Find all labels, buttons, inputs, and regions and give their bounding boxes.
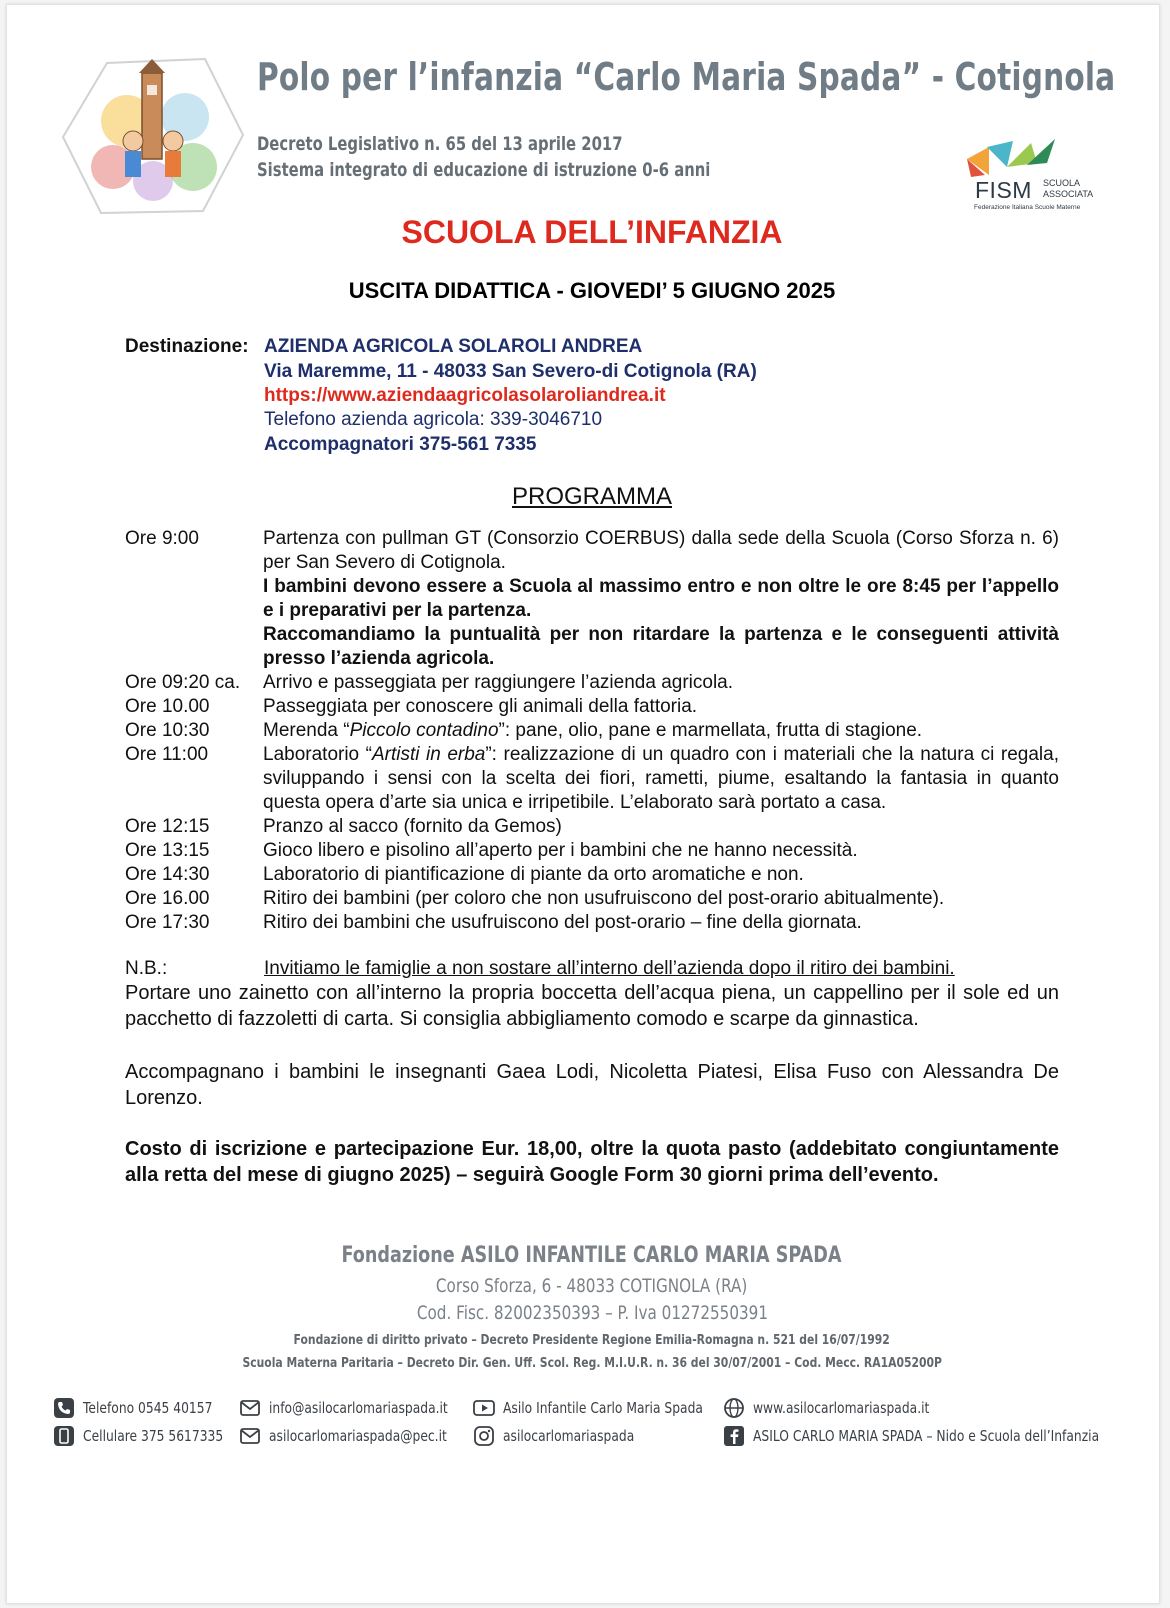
footer-legal2: Scuola Materna Paritaria – Decreto Dir. Gen. Uff. Scol. Reg. M.I.U.R. n. 36 del 30/07/2001 – Cod. Mecc. RA1A05200P [242,1355,942,1371]
schedule-text: Partenza con pullman GT (Consorzio COERBUS) dalla sede della Scuola (Corso Sforza n. 6) per San Severo di Cotignola. [263,528,1059,573]
schedule-row [125,671,1059,695]
activity-name: Piccolo contadino [349,720,499,741]
header-title: Polo per l’infanzia “Carlo Maria Spada” - Cotignola [257,55,1116,99]
schedule-description [263,743,1059,815]
footer-legal1: Fondazione di diritto privato – Decreto Presidente Regione Emilia-Romagna n. 521 del 16/07/1992 [293,1332,891,1348]
page-title: SCUOLA DELL’INFANZIA [401,214,783,250]
schedule-text: Laboratorio “ [263,744,372,765]
schedule-row [125,887,1059,911]
program-title: PROGRAMMA [511,483,672,510]
schedule-text: Ritiro dei bambini (per coloro che non usufruiscono del post-orario abitualmente). [263,888,945,909]
schedule-time: Ore 14:30 [125,864,210,885]
schedule-row [125,527,1059,671]
schedule-time: Ore 9:00 [125,528,199,549]
youtube-icon [473,1397,495,1419]
schedule-description [263,527,1059,671]
schedule-text: Ritiro dei bambini che usufruiscono del post-orario – fine della giornata. [263,912,862,933]
schedule-time: Ore 16.00 [125,888,210,909]
header-system: Sistema integrato di educazione di istruzione 0-6 anni [257,159,711,181]
schedule-text: Merenda “ [263,720,350,741]
destination-label: Destinazione: [125,336,249,357]
document-page: Polo per l’infanzia “Carlo Maria Spada” - Cotignola Decreto Legislativo n. 65 del 13 aprile 2017 Sistema integrato di educazione di istruzione 0-6 anni FISM SCUOLA ASSOCIATA Federazione Italiana Scuole Materne SCUOLA DELL’INFANZIA USCITA DIDATTICA - GIOVEDI’ 5 GIUGNO 2025 Destinazione: AZIENDA AGRICOLA SOLAROLI ANDREA Via Maremme, 11 - 48033 San Severo-di Cotignola (RA) https://www.aziendaagricolasolaroliandrea.it Telefono azienda agricola: 339-3046710 Accompagnatori 375-561 7335 PROGRAMMA Ore 9:00 Partenza con pullman GT (Consorzio COERBUS) dalla sede della Scuola (Corso Sforza n. 6) per San Severo di Cotignola. I bambini devono essere a Scuola al massimo entro e non oltre le ore 8:45 per l’appello e i preparativi per la partenza. Raccomandiamo la puntualità per non ritardare la partenza e le conseguenti attività presso l’azienda agricola. Ore 09:20 ca. Arrivo e passeggiata per raggiungere l’azienda agricola. Ore 10.00 Passeggiata per conoscere gli animali della fattoria. Ore 10:30 Merenda “Piccolo contadino”: pane, olio, pane e marmellata, frutta di stagione. Ore 11:00 Laboratorio “Artisti in erba”: realizzazione di un quadro con i materiali che la natura ci regala, sviluppando i sensi con la scelta dei fiori, rametti, piume, esaltando la fantasia in quanto questa opera d’arte sia unica e irripetibile. L’elaborato sarà portato a casa. Ore 12:15 Pranzo al sacco (fornito da Gemos) Ore 13:15 Gioco libero e pisolino all’aperto per i bambini che ne hanno necessità. Ore 14:30 Laboratorio di piantificazione di piante da orto aromatiche e non. Ore 16.00 Ritiro dei bambini (per coloro che non usufruiscono del post-orario abitualmente). Ore 17:30 Ritiro dei bambini che usufruiscono del post-orario – fine della giornata. N.B.: Invitiamo le famiglie a non sostare all’interno dell’azienda dopo il ritiro dei bambini. Portare uno zainetto con all’interno la propria boccetta dell’acqua piena, un cappellino per il sole ed un pacchetto di fazzoletti di carta. Si consiglia abbigliamento comodo e scarpe da ginnastica. Accompagnano i bambini le insegnanti Gaea Lodi, Nicoletta Piatesi, Elisa Fuso con Alessandra De Lorenzo. Costo di iscrizione e partecipazione Eur. 18,00, oltre la quota pasto (addebitato congiuntamente alla retta del mese di giugno 2025) – seguirà Google Form 30 giorni prima dell’evento. Fondazione ASILO INFANTILE CARLO MARIA SPADA Corso Sforza, 6 - 48033 COTIGNOLA (RA) Cod. Fisc. 82002350393 – P. Iva 01272550391 Fondazione di diritto privato – Decreto Presidente Regione Emilia-Romagna n. 521 del 16/07/1992 Scuola Materna Paritaria – Decreto Dir. Gen. Uff. Scol. Reg. M.I.U.R. n. 36 del 30/07/2001 – Cod. Mecc. RA1A05200P Telefono 0545 40157 Cellulare 375 5617335 info@asilocarlomariaspada.it asilocarlomariaspada@pec.it Asilo Infantile Carlo Maria Spada asilocarlomariaspada www.asilocarlomariaspada.it ASILO CARLO MARIA SPADA – Nido e Scuola dell’Infanzia [6,4,1160,1604]
schedule-text: Arrivo e passeggiata per raggiungere l’azienda agricola. [263,672,734,693]
activity-name: Artisti in erba [371,744,486,765]
cost-info: Costo di iscrizione e partecipazione Eur. 18,00, oltre la quota pasto (addebitato congiuntamente alla retta del mese di giugno 2025) – seguirà Google Form 30 giorni prima dell’evento. [125,1138,1059,1186]
mobile-icon [53,1425,75,1447]
schedule-text: Gioco libero e pisolino all’aperto per i bambini che ne hanno necessità. [263,840,858,861]
program-schedule [125,527,1059,935]
schedule-warning: Raccomandiamo la puntualità per non ritardare la partenza e le conseguenti attività presso l’azienda agricola. [263,624,1059,669]
schedule-time: Ore 13:15 [125,840,210,861]
schedule-text: Passeggiata per conoscere gli animali della fattoria. [263,696,698,717]
schedule-text: ”: realizzazione di un quadro con i materiali che la natura ci regala, sviluppando i sensi con la scelta dei fiori, rametti, piume, esaltando la fantasia in quanto questa opera d’arte sia unica e irripetibile. L’elaborato sarà portato a casa. [263,744,1060,813]
schedule-text: Pranzo al sacco (fornito da Gemos) [263,816,562,837]
schedule-description [263,719,1059,743]
schedule-text: ”: pane, olio, pane e marmellata, frutta di stagione. [498,720,923,741]
notes-label: N.B.: [125,958,168,979]
pec-icon [239,1425,261,1447]
schedule-warning: I bambini devono essere a Scuola al massimo entro e non oltre le ore 8:45 per l’appello e i preparativi per la partenza. [263,576,1059,621]
destination-website-link[interactable]: https://www.aziendaagricolasolaroliandrea.it [264,385,666,406]
schedule-time: Ore 17:30 [125,912,210,933]
schedule-row [125,911,1059,935]
schedule-time: Ore 10.00 [125,696,210,717]
fism-federation: Federazione Italiana Scuole Materne [974,204,1081,211]
destination-name: AZIENDA AGRICOLA SOLAROLI ANDREA [264,336,643,357]
instagram-icon [473,1425,495,1447]
footer-address: Corso Sforza, 6 - 48033 COTIGNOLA (RA) [436,1275,748,1297]
email-icon [239,1397,261,1419]
schedule-time: Ore 10:30 [125,720,210,741]
schedule-row [125,815,1059,839]
schedule-row [125,743,1059,815]
schedule-time: Ore 09:20 ca. [125,672,241,693]
schedule-row [125,863,1059,887]
schedule-text: Laboratorio di piantificazione di piante da orto aromatiche e non. [263,864,804,885]
globe-icon [723,1397,745,1419]
phone-icon [53,1397,75,1419]
destination-phone: Telefono azienda agricola: 339-3046710 [264,409,603,430]
footer-foundation: Fondazione ASILO INFANTILE CARLO MARIA SPADA [341,1243,842,1268]
schedule-row [125,839,1059,863]
notes-teachers: Accompagnano i bambini le insegnanti Gaea Lodi, Nicoletta Piatesi, Elisa Fuso con Alessandra De Lorenzo. [125,1061,1059,1109]
schedule-time: Ore 12:15 [125,816,210,837]
school-logo-icon [57,51,247,221]
destination-address: Via Maremme, 11 - 48033 San Severo-di Cotignola (RA) [264,361,757,382]
fism-name: FISM [975,177,1032,203]
fism-tag2: ASSOCIATA [1043,189,1094,199]
footer-fiscal: Cod. Fisc. 82002350393 – P. Iva 01272550391 [416,1302,768,1324]
schedule-row [125,719,1059,743]
notes-first: Invitiamo le famiglie a non sostare all’interno dell’azienda dopo il ritiro dei bambini. [264,958,955,979]
schedule-row [125,695,1059,719]
fism-tag1: SCUOLA [1043,178,1081,188]
facebook-icon [723,1425,745,1447]
header-decree: Decreto Legislativo n. 65 del 13 aprile 2017 [257,133,623,155]
page-subtitle: USCITA DIDATTICA - GIOVEDI’ 5 GIUGNO 2025 [348,278,836,303]
schedule-time: Ore 11:00 [125,744,209,765]
destination-escorts: Accompagnatori 375-561 7335 [264,434,537,455]
notes-first-line [125,958,1041,980]
notes-bring: Portare uno zainetto con all’interno la propria boccetta dell’acqua piena, un cappellino per il sole ed un pacchetto di fazzoletti di carta. Si consiglia abbigliamento comodo e scarpe da ginnastica. [125,982,1059,1030]
